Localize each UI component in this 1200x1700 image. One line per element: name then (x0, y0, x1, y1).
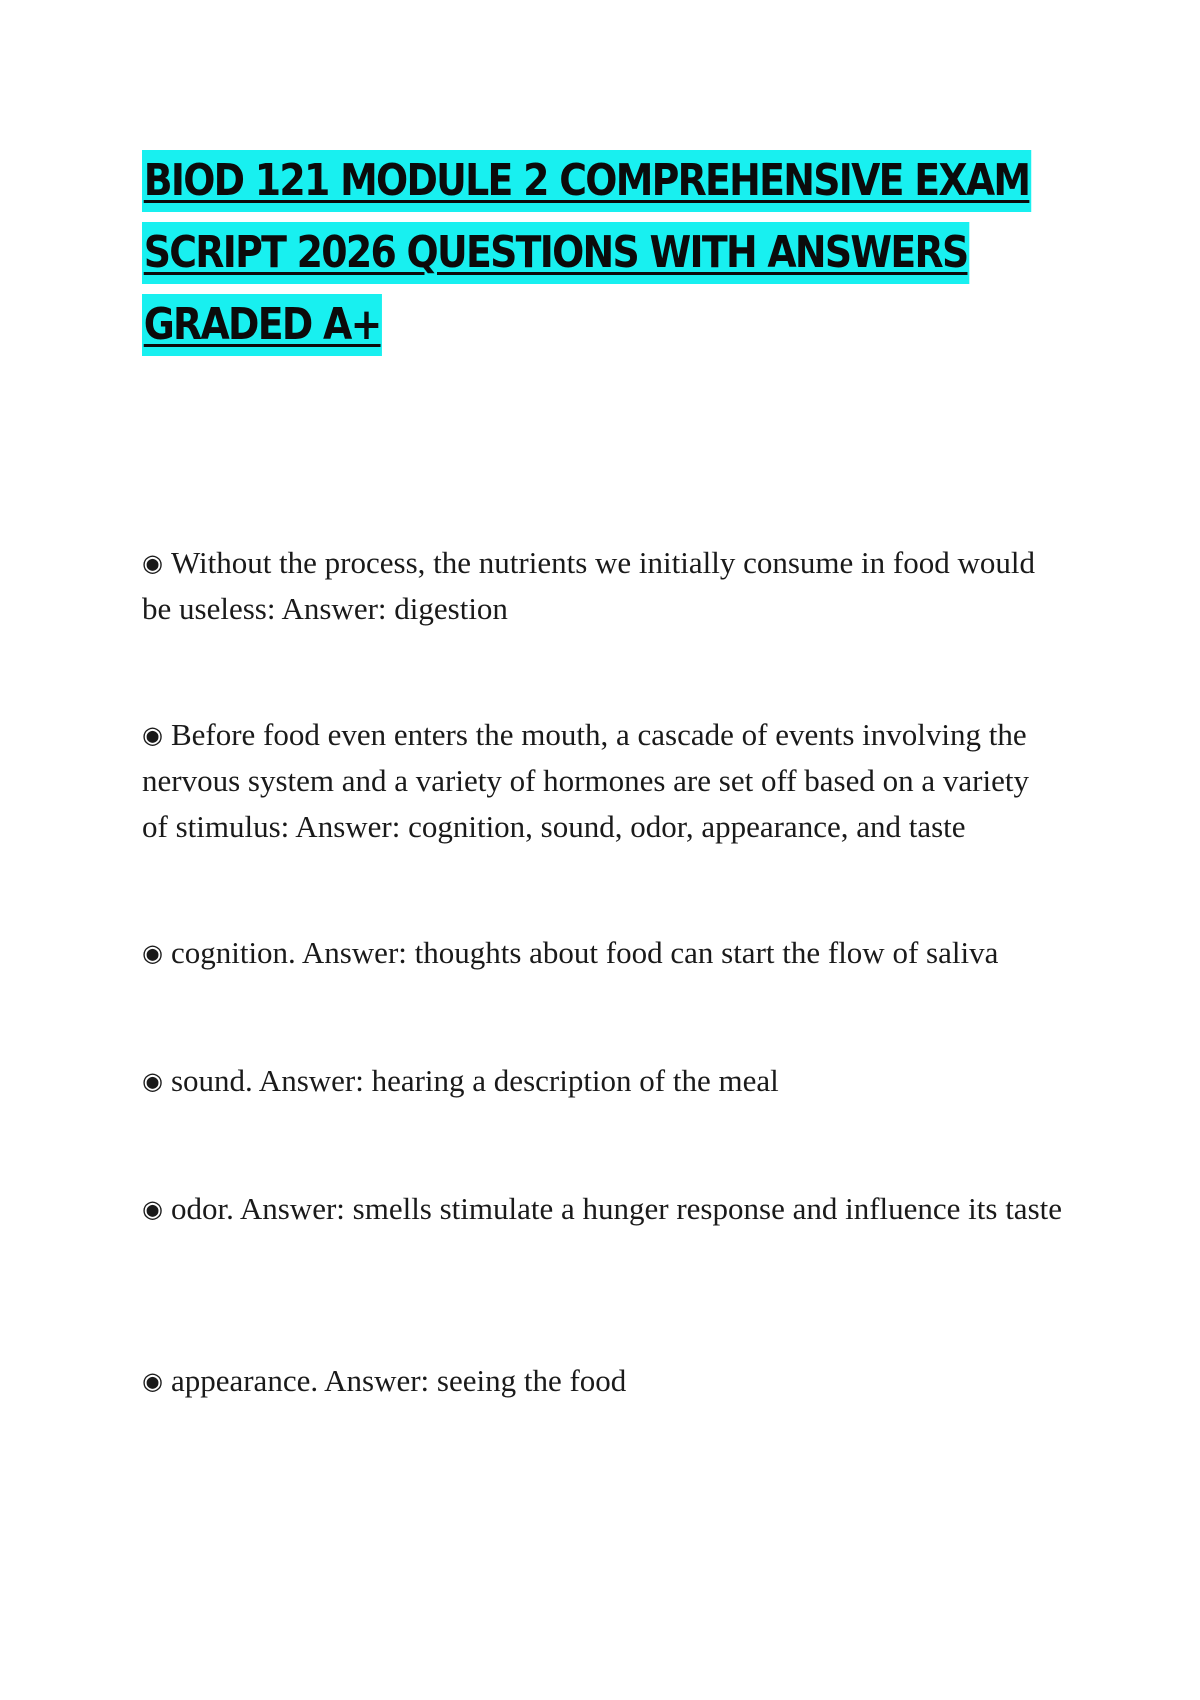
qa-item (142, 540, 1062, 632)
qa-text: cognition. Answer: thoughts about food can start the flow of saliva (170, 935, 999, 970)
qa-text: Before food even enters the mouth, a cascade of events involving the nervous system and a variety of hormones are set off based on a variety of stimulus: Answer: cognition, sound, odor, appearance, and taste (142, 717, 1029, 844)
title-line-1: BIOD 121 MODULE 2 COMPREHENSIVE EXAM (142, 150, 1031, 212)
qa-item (142, 930, 1062, 976)
qa-text: Without the process, the nutrients we initially consume in food would be useless: Answer: digestion (142, 545, 1035, 626)
bullet-icon: ◉ (142, 1195, 163, 1223)
qa-text: sound. Answer: hearing a description of the meal (170, 1063, 779, 1098)
qa-text: odor. Answer: smells stimulate a hunger response and influence its taste (170, 1191, 1063, 1226)
title-line-3: GRADED A+ (142, 294, 382, 356)
qa-item (142, 1058, 1062, 1104)
qa-item (142, 1186, 1062, 1232)
bullet-icon: ◉ (142, 721, 163, 749)
title-line-2: SCRIPT 2026 QUESTIONS WITH ANSWERS (142, 222, 969, 284)
qa-item (142, 712, 1062, 850)
bullet-icon: ◉ (142, 549, 163, 577)
document-title (142, 150, 1042, 366)
bullet-icon: ◉ (142, 1367, 163, 1395)
bullet-icon: ◉ (142, 1067, 163, 1095)
qa-text: appearance. Answer: seeing the food (170, 1363, 627, 1398)
bullet-icon: ◉ (142, 939, 163, 967)
qa-item (142, 1358, 1062, 1404)
